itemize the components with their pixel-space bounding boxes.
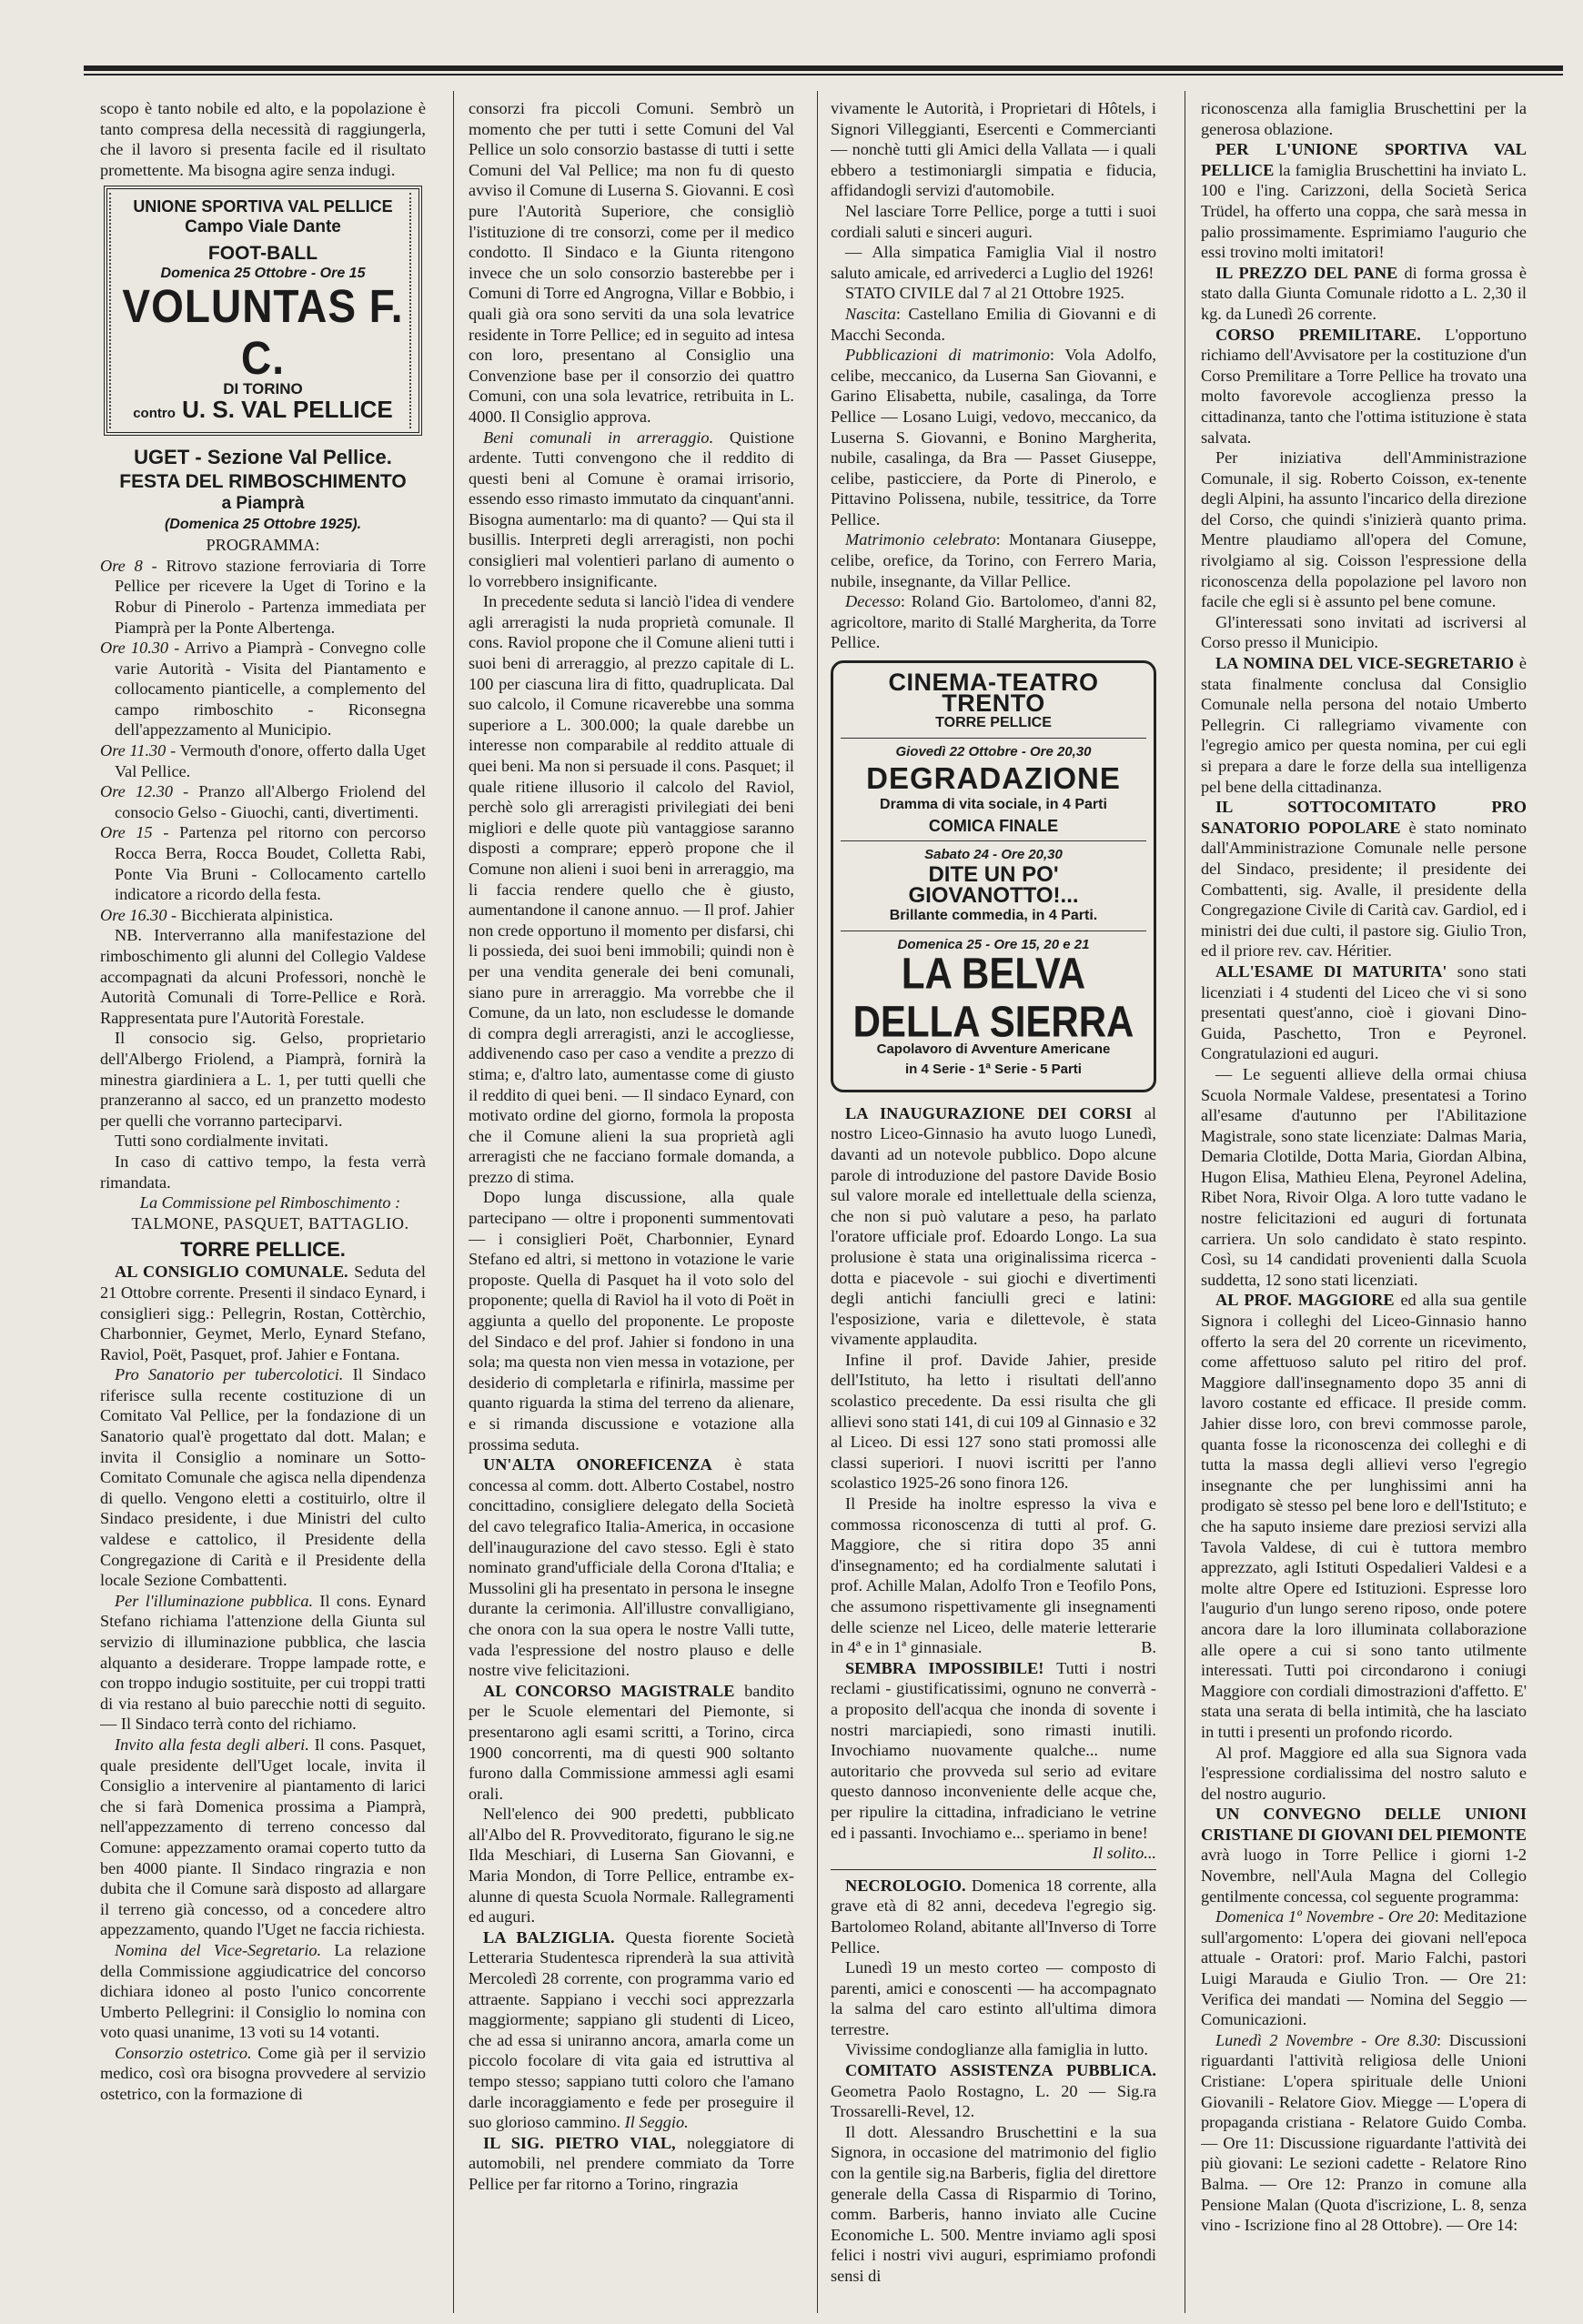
program-title: PROGRAMMA:	[206, 536, 320, 555]
signature: La Commissione pel Rimboschimento :	[139, 1193, 401, 1212]
item-text: : Vola Adolfo, celibe, meccanico, da Luserna San Giovanni, e Garino Elisabetta, nubile, casalinga, da Torre Pellice — Losano Luigi, vedovo, meccanico, da Luserna S. Giovanni, e Bonino Margherita, nubile, casalinga, da Bra — Passet Giuseppe, celibe, pasticciere, da Porte di Pinerolo, e Pittavino Polissena, nubile, tessitrice, da Torre Pellice.	[831, 346, 1156, 528]
item-text: Quistione ardente. Tutti convengono che il reddito di questi beni al Comune è oramai irrisorio, essendo esso rimasto immutato da cinquant'anni. Bisogna aumentarlo: ma di quanto? — Qui sta il busillis. Interpreti degli arreragisti, non pochi consiglieri mal volentieri parlano di aumento o lo vorrebbero insignificante.	[469, 428, 794, 590]
item-text: Geometra Paolo Rostagno, L. 20 — Sig.ra Trossarelli-Revel, 12.	[831, 2081, 1156, 2121]
paragraph	[100, 1262, 426, 1364]
item-heading: ALL'ESAME DI MATURITA'	[1215, 961, 1447, 981]
item-text: La relazione della Commissione aggiudicatrice del concorso dichiara idoneo al posto l'unico concorrente Umberto Pellegrini: il Consiglio lo nomina con voto quasi unanime, 13 voti su 14 votanti.	[100, 1940, 426, 2042]
ad-team: U. S. VAL PELLICE	[182, 396, 393, 424]
item-heading: IL PREZZO DEL PANE	[1215, 263, 1398, 282]
item-heading: COMITATO ASSISTENZA PUBBLICA.	[845, 2061, 1156, 2080]
paragraph	[100, 1591, 426, 1735]
paragraph: Infine il prof. Davide Jahier, preside dell'Istituto, ha letto i risultati dell'anno scolastico precedente. Da essi risulta che gli allievi sono stati 141, di cui 109 al Ginnasio e 32 al Liceo. Di essi 127 sono stati promossi alle classi superiori. I nuovi iscritti per l'anno scolastico 1925-26 sono finora 126.	[831, 1350, 1156, 1493]
item-text: L'opportuno richiamo dell'Avvisatore per la costituzione d'un Corso Premilitare a Torre Pellice ha trovato una molto favorevole accoglienza presso la cittadinanza, tanto che l'ottima istituzione è stata salvata.	[1201, 325, 1527, 447]
paragraph: Il consocio sig. Gelso, proprietario dell'Albergo Friolend, a Piamprà, fornirà la minestra giardiniera a L. 1, per tutti quelli che pranzeranno al sacco, ed un pranzetto modesto per quelli che vorranno parteciparvi.	[100, 1029, 426, 1130]
paragraph	[100, 1364, 426, 1591]
program-text: - Partenza pel ritorno con percorso Rocca Berra, Rocca Boudet, Colletta Rabi, Ponte Via Bruni - Collocamento cartello indicatore a ricordo della festa.	[115, 823, 426, 904]
paragraph	[831, 345, 1156, 529]
signature: Il solito...	[1092, 1844, 1156, 1863]
paragraph	[1201, 797, 1527, 961]
column-4	[1201, 98, 1527, 2304]
item-heading: Domenica 1º Novembre - Ore 20	[1215, 1907, 1435, 1927]
paragraph: Per iniziativa dell'Amministrazione Comunale, il sig. Roberto Coisson, ex-tenente degli Alpini, ha assunto l'incarico della direzione del Corso, che quindi s'inizierà quanto prima. Mentre plaudiamo all'opera del Comune, rivolgiamo al sig. Coisson l'espressione della riconoscenza della popolazione pel lavoro non facile che egli si è assunto pel bene comune.	[1201, 448, 1527, 611]
item-text: sono stati licenziati i 4 studenti del Liceo che vi si sono presentati quest'anno, cioè i giovani Dino-Guida, Paschetto, Tron e Peyronel. Congratulazioni ed auguri.	[1201, 961, 1527, 1063]
program-text: - Pranzo all'Albergo Friolend del consocio Gelso - Giuochi, canti, divertimenti.	[115, 782, 426, 821]
program-time: Ore 8	[100, 556, 143, 575]
program-time: Ore 15	[100, 823, 153, 842]
item-text: : Castellano Emilia di Giovanni e di Macchi Seconda.	[831, 304, 1156, 344]
item-heading: IL SOTTOCOMITATO PRO SANATORIO POPOLARE	[1201, 798, 1527, 837]
paragraph	[1201, 653, 1527, 797]
item-heading: Decesso	[845, 592, 901, 611]
program-time: Ore 12.30	[100, 782, 174, 801]
paragraph	[1201, 1290, 1527, 1742]
item-heading: Beni comunali in arreraggio.	[483, 428, 714, 447]
paragraph	[1201, 325, 1527, 448]
section-subheading: a Piamprà	[221, 493, 305, 513]
ad-line: Dramma di vita sociale, in 4 Parti	[880, 797, 1107, 813]
item-text: Il Sindaco riferisce sulla recente costituzione di un Comitato Val Pellice, per la fondazione di un Sanatorio qual'è progettato dal dott. Malan; e invita il Consiglio a nominare un Sotto-Comitato Comunale che agisca nella dipendenza di quello. Vengono eletti a costituirlo, oltre il Sindaco presidente, i due Ministri del culto valdese e cattolico, il Presidente della Congregazione di Carità e il Presidente della locale Sezione Combattenti.	[100, 1365, 426, 1590]
ad-line: in 4 Serie - 1ª Serie - 5 Parti	[905, 1061, 1082, 1078]
program-text: - Vermouth d'onore, offerto dalla Uget Val Pellice.	[115, 741, 426, 780]
item-text: è stato nominato dall'Amministrazione Comunale nelle persone del Sindaco, presidente; il presidente dei Combattenti, sig. Avalle, il presidente della Congregazione Civile di Carità cav. Gardiol, ed i ministri dei due culti, il pastore sig. Giulio Tron, ed il priore rev. cav. Héritier.	[1201, 818, 1527, 961]
paragraph	[831, 1494, 1156, 1658]
paragraph	[831, 1876, 1156, 1957]
paragraph	[1201, 263, 1527, 325]
paragraph	[469, 2133, 794, 2195]
paragraph: vivamente le Autorità, i Proprietari di Hôtels, i Signori Villeggianti, Esercenti e Commercianti — nonchè tutti gli Amici della Vallata — i quali ebbero a testimoniargli simpatia e fiducia, affidandogli servizi d'automobile.	[831, 99, 1156, 200]
item-text: ed alla sua gentile Signora i colleghi del Liceo-Ginnasio hanno offerto la sera del 20 corrente un ricevimento, come affettuoso saluto pel ritiro del prof. Maggiore dall'insegnamento dopo 35 anni di lavoro costante ed efficace. Il preside comm. Jahier disse loro, con brevi commosse parole, quanta fosse la riconoscenza dei colleghi e di tutta la massa degli allievi verso l'egregio insegnante che per lunghissimi anni ha prodigato sè stesso pel bene loro e dell'Istituto; e che ha saputo insieme dare preziosi servizi alla Tavola Valdese, di cui è tuttora membro apprezzato, agli Istituti Ospedalieri Valdesi e a molte altre Opere ed Istituzioni. Espresse loro l'augurio d'un lungo sereno riposo, onde potere ancora dare la loro illuminata collaborazione alle opere a cui si sono tanto utilmente interessati. Tutti poi circondarono i coniugi Maggiore con cordiali dimostrazioni d'affetto. E' stata una serata di bella intimità, che ha lasciato in tutti i presenti un profondo ricordo.	[1201, 1291, 1527, 1741]
ad-line: Brillante commedia, in 4 Parti.	[841, 906, 1146, 931]
item-text: Tutti i nostri reclami - giustificatissimi, ognuno ne converrà - a proposito dell'acqua che inonda di sovente i nostri marciapiedi, sono rimasti inutili. Invochiamo nuovamente qualche... nume autoritario che provveda sul serio ad evitare questo dannoso inconveniente delle acque che, per ripulire la cittadina, infradiciano le vetrine ed i passanti. Invochiamo e... speriamo in bene!	[831, 1658, 1156, 1842]
paragraph: Tutti sono cordialmente invitati.	[115, 1132, 328, 1151]
paragraph	[831, 591, 1156, 653]
paragraph	[469, 428, 794, 592]
item-text: è stata finalmente conclusa dal Consiglio Comunale nella persona del notaio Umberto Pellegrin. Ci rallegriamo vivamente con l'egregio amico per questa nomina, per cui egli si prepara a dare le forze della sua intelligenza pel bene della cittadinanza.	[1201, 654, 1527, 796]
section-heading: FESTA DEL RIMBOSCHIMENTO	[119, 470, 407, 492]
paragraph: scopo è tanto nobile ed alto, e la popolazione è tanto compresa della necessità di raggiungerla, che il lavoro si presenta facile ed il risultato promettente. Ma bisogna agire senza indugi.	[100, 99, 426, 179]
item-text: : Montanara Giuseppe, celibe, orefice, da Torino, con Ferrero Maria, nubile, insegnante, da Villar Pellice.	[831, 530, 1156, 590]
paragraph: consorzi fra piccoli Comuni. Sembrò un momento che per tutti i sette Comuni del Val Pellice un solo consorzio bastasse di tutti i sette Comuni del Val Pellice; ma non fu di questo avviso il Comune di Luserna S. Giovanni. E così pure l'Autorità Superiore, che consigliò l'istituzione di tre consorzi, come per il medico condotto. Il Sindaco e la Giunta ritengono invece che un solo consorzio basterebbe per i Comuni di Torre ed Angrogna, Villar e Bobbio, i quali già ora sono serviti da una sola levatrice residente in Torre Pellice; ed in seguito ad intesa con loro, presentano al Consiglio una Convenzione base per il consorzio dei quattro Comuni, con una sola levatrice, retribuita in L. 4000. Il Consiglio approva.	[469, 99, 794, 426]
paragraph: riconoscenza alla famiglia Bruschettini per la generosa oblazione.	[1201, 99, 1527, 138]
item-heading: LA INAUGURAZIONE DEI CORSI	[845, 1103, 1133, 1122]
item-text: Seduta del 21 Ottobre corrente. Presenti il sindaco Eynard, i consiglieri sigg.: Pellegrin, Rostan, Cottèrchio, Charbonnier, Geymet, Merlo, Eynard Stefano, Raviol, Poët, Pasquet, prof. Jahier e Fontana.	[100, 1263, 426, 1363]
program-item	[100, 905, 426, 926]
program-item	[100, 638, 426, 740]
paragraph: In caso di cattivo tempo, la festa verrà rimandata.	[100, 1152, 426, 1192]
ad-film: DEGRADAZIONE	[866, 761, 1121, 796]
paragraph	[469, 1454, 794, 1681]
paragraph	[831, 529, 1156, 591]
ad-date: Domenica 25 Ottobre - Ore 15	[160, 266, 366, 282]
column-divider	[453, 91, 454, 2313]
section-heading: UGET - Sezione Val Pellice.	[134, 445, 392, 468]
section-heading: STATO CIVILE dal 7 al 21 Ottobre 1925.	[845, 284, 1124, 303]
item-text: avrà luogo in Torre Pellice i giorni 1-2 Novembre, nell'Aula Magna del Collegio gentilmente concessa, col seguente programma:	[1201, 1846, 1527, 1906]
paragraph: Lunedì 19 un mesto corteo — composto di parenti, amici e conoscenti — ha accompagnato la salma del caro estinto all'ultima dimora terrestre.	[831, 1958, 1156, 2038]
signature-names: TALMONE, PASQUET, BATTAGLIO.	[131, 1213, 409, 1232]
ad-line: Capolavoro di Avventure Americane	[876, 1041, 1111, 1057]
item-heading: Pubblicazioni di matrimonio	[845, 346, 1050, 365]
ad-subtitle: TORRE PELLICE	[841, 713, 1146, 739]
ad-date: Giovedì 22 Ottobre - Ore 20,30	[895, 743, 1092, 760]
signature: B.	[1141, 1638, 1156, 1657]
item-text: Come già per il servizio medico, così ora bisogna provvedere al servizio ostetrico, con la formazione di	[100, 2043, 426, 2104]
ad-line: FOOT-BALL	[207, 242, 318, 264]
item-text: bandito per le Scuole elementari del Piemonte, si presentarono agli esami scritti, a Torino, circa 1900 concorrenti, ma di questi 900 soltanto furono dalla Commissione ammessi agli esami orali.	[469, 1681, 794, 1803]
item-heading: IL SIG. PIETRO VIAL,	[483, 2133, 676, 2152]
paragraph	[469, 1927, 794, 2133]
signature: Il Seggio.	[624, 2113, 689, 2132]
ad-team: VOLUNTAS F. C.	[122, 279, 404, 384]
paragraph	[469, 1681, 794, 1805]
item-text: è stata concessa al comm. dott. Alberto Costabel, nostro concittadino, consigliere delegato della Società del cavo telegrafico Italia-America, in occasione dell'inaugurazione del cavo stesso. Egli è stato nominato grand'ufficiale della Corona d'Italia; e Mussolini gli ha presentato in persona le insegne durante la cerimonia. All'illustre convalligiano, che onora con la sua opera le nostre Valli tutte, vada l'espressione del nostro plauso e delle nostre vive felicitazioni.	[469, 1455, 794, 1680]
item-text: di forma grossa è stato dalla Giunta Comunale ridotto a L. 2,30 il kg. da Lunedì 26 corrente.	[1201, 263, 1527, 323]
item-heading: Nomina del Vice-Segretario.	[115, 1940, 322, 1959]
paragraph: Nel lasciare Torre Pellice, porge a tutti i suoi cordiali saluti e sinceri auguri.	[831, 201, 1156, 241]
item-heading: SEMBRA IMPOSSIBILE!	[845, 1658, 1044, 1677]
program-text: - Bicchierata alpinistica.	[166, 905, 334, 924]
paragraph	[100, 2043, 426, 2105]
ad-line: Campo Viale Dante	[185, 216, 341, 236]
section-date: (Domenica 25 Ottobre 1925).	[164, 516, 362, 532]
paragraph	[831, 304, 1156, 345]
item-heading: PER L'UNIONE SPORTIVA VAL PELLICE	[1201, 140, 1527, 179]
paragraph: Al prof. Maggiore ed alla sua Signora vada l'espressione cordialissima del nostro saluto e del nostro augurio.	[1201, 1743, 1527, 1803]
paragraph	[100, 1940, 426, 2043]
item-heading: Per l'illuminazione pubblica.	[115, 1591, 314, 1610]
ad-film: DITE UN PO' GIOVANOTTO!...	[908, 862, 1079, 908]
paragraph: Nell'elenco dei 900 predetti, pubblicato all'Albo del R. Provveditorato, figurano le sig.ne Ilda Meschiari, di Luserna San Giovanni, e Maria Mondon, di Torre Pellice, entrambe ex-alunne di questa Scuola Normale. Rallegramenti ed auguri.	[469, 1805, 794, 1927]
item-heading: LA BALZIGLIA.	[483, 1927, 615, 1947]
ad-opponent	[116, 396, 409, 425]
paragraph	[1201, 1906, 1527, 2030]
column-1	[100, 98, 426, 2304]
ad-title: CINEMA-TEATRO TRENTO	[888, 669, 1099, 717]
item-text: : Meditazione sull'argomento: L'opera dei giovani nell'epoca attuale - Oratori: prof. Mario Falchi, pastori Luigi Marauda e Giulio Tron. — Ore 21: Verifica dei mandati — Nomina del Seggio — Comunicazioni.	[1201, 1907, 1527, 2029]
item-text: Domenica 18 corrente, alla grave età di 82 anni, decedeva l'egregio sig. Bartolomeo Roland, abitante all'Inverso di Torre Pellice.	[831, 1876, 1156, 1957]
item-heading: AL PROF. MAGGIORE	[1215, 1291, 1395, 1310]
program-item	[100, 556, 426, 638]
football-advertisement	[104, 186, 422, 436]
item-heading: NECROLOGIO.	[845, 1876, 966, 1895]
program-list	[100, 556, 426, 926]
program-time: Ore 16.30	[100, 905, 167, 924]
program-item	[100, 781, 426, 822]
paragraph	[831, 1103, 1156, 1350]
program-text: - Ritrovo stazione ferroviaria di Torre Pellice per ricevere la Uget di Torino e la Robur di Pinerolo - Partenza immediata per Piamprà per la Ponte Albertenga.	[115, 556, 426, 637]
paragraph: Gl'interessati sono invitati ad iscriversi al Corso presso il Municipio.	[1201, 612, 1527, 652]
paragraph	[1201, 2030, 1527, 2236]
masthead-rule	[84, 65, 1563, 75]
ad-line: DI TORINO	[223, 379, 303, 397]
item-heading: Pro Sanatorio per tubercolotici.	[115, 1365, 344, 1384]
ad-film: LA BELVA DELLA SIERRA	[852, 948, 1134, 1046]
item-heading: LA NOMINA DEL VICE-SEGRETARIO	[1215, 654, 1514, 673]
item-heading: UN CONVEGNO DELLE UNIONI CRISTIANE DI GIOVANI DEL PIEMONTE	[1201, 1805, 1527, 1844]
column-2	[469, 98, 794, 2304]
ad-word: contro	[133, 406, 176, 422]
item-text: al nostro Liceo-Ginnasio ha avuto luogo Lunedì, davanti ad un notevole pubblico. Dopo alcune parole di introduzione del pastore Davide Bosio sul valore morale ed intellettuale della scienza, che non si può valutare a peso, ha parlato l'oratore ufficiale prof. Edoardo Longo. La sua prolusione è stata una originalissima ricerca - dotta e piacevole - sui giochi e divertimenti degli antichi fanciulli greci e latini: l'esposizione, varia e dilettevole, è stata vivamente applaudita.	[831, 1103, 1156, 1349]
item-heading: Lunedì 2 Novembre - Ore 8.30	[1215, 2030, 1437, 2049]
paragraph: — Alla simpatica Famiglia Vial il nostro saluto amicale, ed arrivederci a Luglio del 1926!	[831, 243, 1156, 282]
paragraph: NB. Interverranno alla manifestazione del rimboschimento gli alunni del Collegio Valdese accompagnati da alcuni Professori, nonchè le Autorità Comunali di Torre-Pellice e Rorà. Rappresentata pure l'Autorità Forestale.	[100, 926, 426, 1027]
column-divider	[817, 91, 818, 2313]
cinema-advertisement	[831, 660, 1156, 1092]
item-text: : Roland Gio. Bartolomeo, d'anni 82, agricoltore, marito di Stallé Margherita, da Torre Pellice.	[831, 592, 1156, 652]
program-item	[100, 740, 426, 781]
item-text: Il Preside ha inoltre espresso la viva e commossa riconoscenza di tutti al prof. G. Maggiore, che si ritira dopo 35 anni d'insegnamento; ed ha cordialmente salutati i prof. Achille Malan, Adolfo Tron e Teofilo Pons, che assumono rispettivamente gli insegnamenti delle scienze nel Liceo, delle materie letterarie in 4ª e in 1ª ginnasiale.	[831, 1494, 1156, 1657]
item-text: : Discussioni riguardanti l'attività religiosa delle Unioni Cristiane: L'opera spirituale delle Unioni Giovanili - Relatore Giov. Mieggе — L'opera di propaganda cristiana - Relatore Guido Comba. — Ore 11: Discussione riguardante l'attività dei più giovani: Le sezioni cadette - Relatore Rino Balma. — Ore 12: Pranzo in comune alla Pensione Malan (Quota d'iscrizione, L. 8, senza vino - Iscrizione fino al 28 Ottobre). — Ore 14:	[1201, 2030, 1527, 2235]
paragraph	[1201, 1804, 1527, 1906]
paragraph	[831, 1658, 1156, 1843]
item-text: noleggiatore di automobili, nel prendere commiato da Torre Pellice per far ritorno a Torino, ringrazia	[469, 2133, 794, 2193]
section-heading: TORRE PELLICE.	[180, 1238, 346, 1262]
item-heading: Nascita	[845, 304, 896, 323]
paragraph: In precedente seduta si lanciò l'idea di vendere agli arreragisti la nuda proprietà comunale. Il cons. Raviol propone che il Comune alieni tutti i suoi beni di arreraggio, al prezzo capitale di L. 100 per ciascuna lira di fitto, quadruplicata. Dal suo calcolo, il Comune ricaverebbe una somma superiore a L. 300.000; la quale darebbe un interesse non comparabile al reddito attuale di quei beni. Ma non si persuade il cons. Pasquet; il quale ritiene illusorio il calcolo del Raviol, perchè solo gli arreragisti privilegiati dei beni migliori e delle quote più vantaggiose saranno disposti a comprare; epperò propone che il Comune non alieni i suoi beni in arreraggio, ma li faccia rendere quello che è giusto, aumentandone il canone annuo. — Il prof. Jahier non crede opportuno il momento per disfarsi, chi li possieda, dei suoi beni immobili; quindi non è per una vendita generale dei beni comunali, siano pure in arreraggio. Ma vorrebbe che il Comune, da un lato, non escludesse le domande di compra degli arreragisti, anzi le accogliesse, addivenendo caso per caso a vendite a prezzo di stima; e, d'altro lato, aumentasse come di giusto il reddito di quei beni. — Il sindaco Eynard, con motivato ordine del giorno, formola la proposta che il Comune alieni la sua proprietà agli arreragisti che ne facciano formale domanda, a prezzo di stima.	[469, 592, 794, 1186]
item-heading: AL CONSIGLIO COMUNALE.	[115, 1263, 348, 1282]
item-text: Il cons. Eynard Stefano richiama l'attenzione della Giunta sul servizio di illuminazione pubblica, che lascia alquanto a desiderare. Troppe lampade rotte, e con troppo indugio sostituite, per cui troppi tratti di via restano al buio parecchie notti di seguito. — Il Sindaco terrà conto del richiamo.	[100, 1591, 426, 1734]
paragraph	[1201, 961, 1527, 1064]
item-text: Il cons. Pasquet, quale presidente dell'Uget locale, invita il Consiglio a intervenire al piantamento di larici che si farà Domenica prossima a Piamprà, nell'appezzamento di terreno concesso dal Comune: appezzamento oramai coperto tutto da ben 4000 piante. Il Sindaco ringrazia e non dubita che il Comune sarà disposto ad allargare il terreno già concesso, od a concedere altro appezzamento, quando l'Uget ne faccia richiesta.	[100, 1735, 426, 1939]
ad-line: COMICA FINALE	[841, 816, 1146, 841]
paragraph: Il dott. Alessandro Bruschettini e la sua Signora, in occasione del matrimonio del figlio con la gentile sig.na Barberis, figlia del direttore generale della Cassa di Risparmio di Torino, comm. Barberis, hanno inviato alle Cucine Economiche L. 500. Mentre inviamo agli sposi felici i nostri vivi auguri, esprimiamo profondi sensi di	[831, 2122, 1156, 2285]
paragraph: Dopo lunga discussione, alla quale partecipano — oltre i proponenti summentovati — i consiglieri Poët, Charbonnier, Eynard Stefano ed altri, si mettono in votazione le varie proposte. Quella di Pasquet ha il voto solo del proponente; quella di Raviol ha il voto di Poët in aggiunta a quello del proponente. Le proposte del Sindaco e del prof. Jahier si fondono in una sola; ma questa non vien messa in votazione, per desiderio di completarla e rifinirla, massime per quanto riguarda la stima del terreno da alienare, e si rimanda discussione e votazione alla prossima seduta.	[469, 1188, 794, 1454]
program-item	[100, 822, 426, 904]
item-heading: UN'ALTA ONOREFICENZA	[483, 1455, 712, 1474]
paragraph	[1201, 139, 1527, 263]
item-text: la famiglia Bruschettini ha inviato L. 100 e l'ing. Carizzoni, della Società Serica Trüdel, ha offerto una coppa, che sarà messa in palio prossimamente. Esprimiamo l'augurio che essi trovino molti imitatori!	[1201, 160, 1527, 262]
program-time: Ore 11.30	[100, 741, 166, 760]
ad-date: Domenica 25 - Ore 15, 20 e 21	[897, 936, 1090, 952]
paragraph: Vivissime condoglianze alla famiglia in lutto.	[845, 2040, 1148, 2059]
item-heading: Invito alla festa degli alberi.	[115, 1735, 309, 1754]
paragraph	[831, 2060, 1156, 2122]
item-heading: AL CONCORSO MAGISTRALE	[483, 1681, 735, 1700]
program-text: - Arrivo a Piamprà - Convegno colle varie Autorità - Visita del Piantamento e collocamento pianticelle, a complemento del campo rimboschito - Riconsegna dell'appezzamento al Municipio.	[115, 639, 426, 739]
item-text: Questa fiorente Società Letteraria Studentesca riprenderà la sua attività Mercoledì 28 corrente, con programma vario ed attraente. Sappiano i vecchi soci apprezzarla maggiormente; sappiano gli studenti di Liceo, che ad essa si uniranno ancora, amarla come un piccolo focolare di vita gaia ed istruttiva al tempo stesso; sappiano tutti coloro che l'amano darle incoraggiamento e fede per proseguire il suo glorioso cammino.	[469, 1927, 794, 2132]
ad-date: Sabato 24 - Ore 20,30	[924, 846, 1063, 862]
item-heading: Matrimonio celebrato	[845, 530, 996, 549]
item-heading: Consorzio ostetrico.	[115, 2043, 252, 2062]
paragraph: — Le seguenti allieve della ormai chiusa Scuola Normale Valdese, presentatesi a Torino all'esame d'autunno per l'Abilitazione Magistrale, sono state licenziate: Dalmas Maria, Demaria Clotilde, Dotta Maria, Giordan Albina, Hugon Elisa, Mathieu Elena, Peyronel Adelina, Ribet Nora, Rivoir Olga. A loro tutte vadano le nostre felicitazioni ed auguri di fortunata carriera. Un solo candidato è stato respinto. Così, su 14 candidati provenienti dalla Scuola suddetta, 12 sono stati licenziati.	[1201, 1064, 1527, 1289]
column-3	[831, 98, 1156, 2304]
divider	[831, 1869, 1156, 1870]
item-heading: CORSO PREMILITARE.	[1215, 325, 1421, 344]
ad-line: UNIONE SPORTIVA VAL PELLICE	[133, 197, 393, 216]
program-time: Ore 10.30	[100, 639, 169, 658]
paragraph	[100, 1735, 426, 1940]
